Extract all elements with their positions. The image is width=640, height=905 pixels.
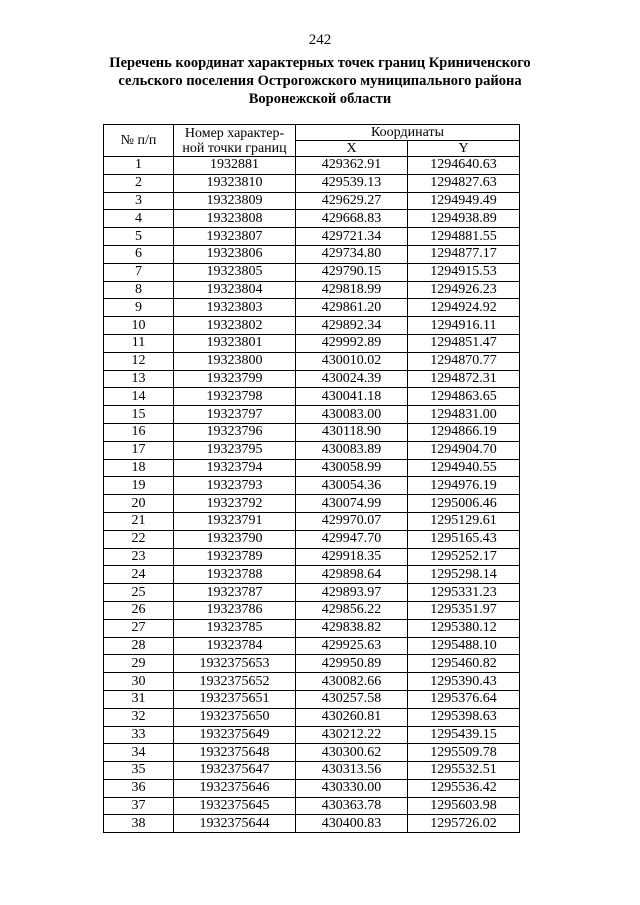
cell-y: 1294926.23: [408, 281, 520, 299]
cell-x: 430058.99: [296, 459, 408, 477]
cell-y: 1295603.98: [408, 797, 520, 815]
cell-number: 8: [104, 281, 174, 299]
cell-x: 430300.62: [296, 744, 408, 762]
table-row: [104, 548, 520, 566]
cell-number: 16: [104, 423, 174, 441]
cell-y: 1295298.14: [408, 566, 520, 584]
cell-number: 7: [104, 263, 174, 281]
cell-number: 30: [104, 673, 174, 691]
cell-y: 1294940.55: [408, 459, 520, 477]
table-row: [104, 210, 520, 228]
cell-number: 10: [104, 317, 174, 335]
cell-y: 1294851.47: [408, 334, 520, 352]
title-line-2: сельского поселения Острогожского муниципального района: [118, 73, 522, 89]
cell-point-number: 1932375653: [174, 655, 296, 673]
cell-point-number: 19323792: [174, 495, 296, 513]
cell-number: 20: [104, 495, 174, 513]
header-number: № п/п: [104, 125, 174, 157]
cell-x: 429856.22: [296, 601, 408, 619]
cell-x: 430083.89: [296, 441, 408, 459]
cell-y: 1295390.43: [408, 673, 520, 691]
table-row: [104, 388, 520, 406]
title-line-1: Перечень координат характерных точек границ Криниченского: [109, 55, 531, 71]
cell-x: 430054.36: [296, 477, 408, 495]
cell-y: 1295532.51: [408, 762, 520, 780]
table-row: [104, 406, 520, 424]
cell-y: 1294863.65: [408, 388, 520, 406]
cell-point-number: 19323785: [174, 619, 296, 637]
cell-x: 429892.34: [296, 317, 408, 335]
cell-y: 1295488.10: [408, 637, 520, 655]
table-row: [104, 655, 520, 673]
cell-x: 429893.97: [296, 584, 408, 602]
cell-point-number: 19323801: [174, 334, 296, 352]
table-row: [104, 174, 520, 192]
cell-number: 19: [104, 477, 174, 495]
cell-number: 1: [104, 157, 174, 175]
cell-point-number: 19323803: [174, 299, 296, 317]
cell-point-number: 19323794: [174, 459, 296, 477]
cell-number: 3: [104, 192, 174, 210]
cell-number: 14: [104, 388, 174, 406]
header-point-line-1: Номер характер-: [184, 125, 285, 141]
table-row: [104, 566, 520, 584]
cell-y: 1294872.31: [408, 370, 520, 388]
table-row: [104, 495, 520, 513]
table-row: [104, 584, 520, 602]
cell-point-number: 1932375645: [174, 797, 296, 815]
cell-x: 429539.13: [296, 174, 408, 192]
table-row: [104, 512, 520, 530]
cell-y: 1294949.49: [408, 192, 520, 210]
cell-number: 37: [104, 797, 174, 815]
cell-x: 430260.81: [296, 708, 408, 726]
table-row: [104, 619, 520, 637]
cell-number: 36: [104, 779, 174, 797]
cell-point-number: 19323796: [174, 423, 296, 441]
header-point-number: [174, 125, 296, 157]
cell-number: 22: [104, 530, 174, 548]
document-title: [70, 54, 570, 108]
table-row: [104, 245, 520, 263]
cell-x: 429838.82: [296, 619, 408, 637]
cell-y: 1294976.19: [408, 477, 520, 495]
cell-x: 429362.91: [296, 157, 408, 175]
table-row: [104, 673, 520, 691]
cell-point-number: 1932375651: [174, 690, 296, 708]
table-row: [104, 762, 520, 780]
cell-number: 5: [104, 228, 174, 246]
cell-point-number: 19323793: [174, 477, 296, 495]
cell-x: 429918.35: [296, 548, 408, 566]
cell-point-number: 19323787: [174, 584, 296, 602]
cell-x: 429818.99: [296, 281, 408, 299]
cell-number: 38: [104, 815, 174, 833]
header-point-line-2: ной точки границ: [182, 140, 287, 156]
cell-point-number: 19323786: [174, 601, 296, 619]
table-row: [104, 744, 520, 762]
cell-y: 1295165.43: [408, 530, 520, 548]
cell-x: 430024.39: [296, 370, 408, 388]
cell-point-number: 19323790: [174, 530, 296, 548]
table-row: [104, 477, 520, 495]
table-row: [104, 637, 520, 655]
cell-point-number: 1932881: [174, 157, 296, 175]
table-row: [104, 690, 520, 708]
cell-number: 6: [104, 245, 174, 263]
cell-y: 1295726.02: [408, 815, 520, 833]
cell-x: 429898.64: [296, 566, 408, 584]
cell-number: 12: [104, 352, 174, 370]
table-row: [104, 797, 520, 815]
cell-x: 430400.83: [296, 815, 408, 833]
table-row: [104, 601, 520, 619]
cell-point-number: 1932375644: [174, 815, 296, 833]
cell-point-number: 1932375648: [174, 744, 296, 762]
cell-number: 13: [104, 370, 174, 388]
cell-point-number: 19323788: [174, 566, 296, 584]
table-row: [104, 281, 520, 299]
table-row: [104, 352, 520, 370]
cell-y: 1295006.46: [408, 495, 520, 513]
cell-y: 1295376.64: [408, 690, 520, 708]
cell-y: 1295129.61: [408, 512, 520, 530]
table-row: [104, 779, 520, 797]
table-row: [104, 157, 520, 175]
cell-point-number: 19323806: [174, 245, 296, 263]
cell-point-number: 19323808: [174, 210, 296, 228]
cell-x: 429734.80: [296, 245, 408, 263]
cell-y: 1294915.53: [408, 263, 520, 281]
table-row: [104, 299, 520, 317]
cell-y: 1294924.92: [408, 299, 520, 317]
cell-number: 32: [104, 708, 174, 726]
cell-x: 429992.89: [296, 334, 408, 352]
cell-x: 430257.58: [296, 690, 408, 708]
header-y: Y: [408, 141, 520, 157]
table-row: [104, 228, 520, 246]
coordinates-table: [103, 124, 520, 833]
cell-x: 430330.00: [296, 779, 408, 797]
cell-x: 430082.66: [296, 673, 408, 691]
table-row: [104, 815, 520, 833]
cell-number: 17: [104, 441, 174, 459]
cell-y: 1294827.63: [408, 174, 520, 192]
cell-point-number: 19323804: [174, 281, 296, 299]
cell-number: 24: [104, 566, 174, 584]
table-row: [104, 530, 520, 548]
cell-y: 1294881.55: [408, 228, 520, 246]
cell-y: 1294640.63: [408, 157, 520, 175]
header-coordinates: Координаты: [296, 125, 520, 141]
cell-x: 429861.20: [296, 299, 408, 317]
cell-x: 430083.00: [296, 406, 408, 424]
cell-y: 1295509.78: [408, 744, 520, 762]
cell-number: 21: [104, 512, 174, 530]
cell-point-number: 1932375652: [174, 673, 296, 691]
cell-point-number: 19323810: [174, 174, 296, 192]
cell-x: 430074.99: [296, 495, 408, 513]
table-row: [104, 441, 520, 459]
cell-x: 430363.78: [296, 797, 408, 815]
cell-x: 429629.27: [296, 192, 408, 210]
cell-y: 1295331.23: [408, 584, 520, 602]
cell-point-number: 19323798: [174, 388, 296, 406]
cell-number: 4: [104, 210, 174, 228]
cell-y: 1294877.17: [408, 245, 520, 263]
cell-x: 429721.34: [296, 228, 408, 246]
cell-number: 35: [104, 762, 174, 780]
cell-number: 23: [104, 548, 174, 566]
cell-number: 31: [104, 690, 174, 708]
page-number: 242: [308, 32, 332, 48]
cell-x: 429668.83: [296, 210, 408, 228]
header-x: X: [296, 141, 408, 157]
cell-x: 429950.89: [296, 655, 408, 673]
table-header: [104, 125, 520, 157]
cell-x: 429947.70: [296, 530, 408, 548]
cell-number: 15: [104, 406, 174, 424]
cell-x: 430010.02: [296, 352, 408, 370]
cell-number: 27: [104, 619, 174, 637]
cell-point-number: 19323791: [174, 512, 296, 530]
cell-y: 1295536.42: [408, 779, 520, 797]
cell-y: 1295380.12: [408, 619, 520, 637]
cell-number: 29: [104, 655, 174, 673]
cell-y: 1294866.19: [408, 423, 520, 441]
table-row: [104, 317, 520, 335]
cell-point-number: 1932375646: [174, 779, 296, 797]
cell-x: 429925.63: [296, 637, 408, 655]
cell-point-number: 19323807: [174, 228, 296, 246]
cell-y: 1294831.00: [408, 406, 520, 424]
cell-number: 25: [104, 584, 174, 602]
cell-y: 1294916.11: [408, 317, 520, 335]
cell-point-number: 1932375650: [174, 708, 296, 726]
cell-y: 1294870.77: [408, 352, 520, 370]
table-row: [104, 726, 520, 744]
cell-x: 430212.22: [296, 726, 408, 744]
table-row: [104, 370, 520, 388]
cell-point-number: 19323809: [174, 192, 296, 210]
cell-number: 33: [104, 726, 174, 744]
cell-point-number: 19323799: [174, 370, 296, 388]
cell-number: 2: [104, 174, 174, 192]
cell-y: 1295252.17: [408, 548, 520, 566]
cell-x: 429970.07: [296, 512, 408, 530]
cell-point-number: 19323784: [174, 637, 296, 655]
title-line-3: Воронежской области: [248, 91, 392, 107]
cell-y: 1295439.15: [408, 726, 520, 744]
cell-point-number: 19323795: [174, 441, 296, 459]
table-row: [104, 263, 520, 281]
table-row: [104, 423, 520, 441]
cell-x: 430041.18: [296, 388, 408, 406]
cell-point-number: 19323805: [174, 263, 296, 281]
table-row: [104, 334, 520, 352]
cell-point-number: 1932375649: [174, 726, 296, 744]
table-row: [104, 708, 520, 726]
cell-number: 11: [104, 334, 174, 352]
cell-y: 1295351.97: [408, 601, 520, 619]
cell-point-number: 19323802: [174, 317, 296, 335]
table-row: [104, 459, 520, 477]
cell-number: 28: [104, 637, 174, 655]
cell-y: 1294904.70: [408, 441, 520, 459]
cell-x: 429790.15: [296, 263, 408, 281]
cell-point-number: 1932375647: [174, 762, 296, 780]
cell-number: 18: [104, 459, 174, 477]
cell-number: 9: [104, 299, 174, 317]
cell-y: 1295398.63: [408, 708, 520, 726]
table-body: [104, 157, 520, 833]
cell-point-number: 19323797: [174, 406, 296, 424]
cell-number: 26: [104, 601, 174, 619]
cell-x: 430313.56: [296, 762, 408, 780]
cell-point-number: 19323800: [174, 352, 296, 370]
cell-point-number: 19323789: [174, 548, 296, 566]
table-row: [104, 192, 520, 210]
cell-y: 1294938.89: [408, 210, 520, 228]
cell-x: 430118.90: [296, 423, 408, 441]
cell-y: 1295460.82: [408, 655, 520, 673]
cell-number: 34: [104, 744, 174, 762]
